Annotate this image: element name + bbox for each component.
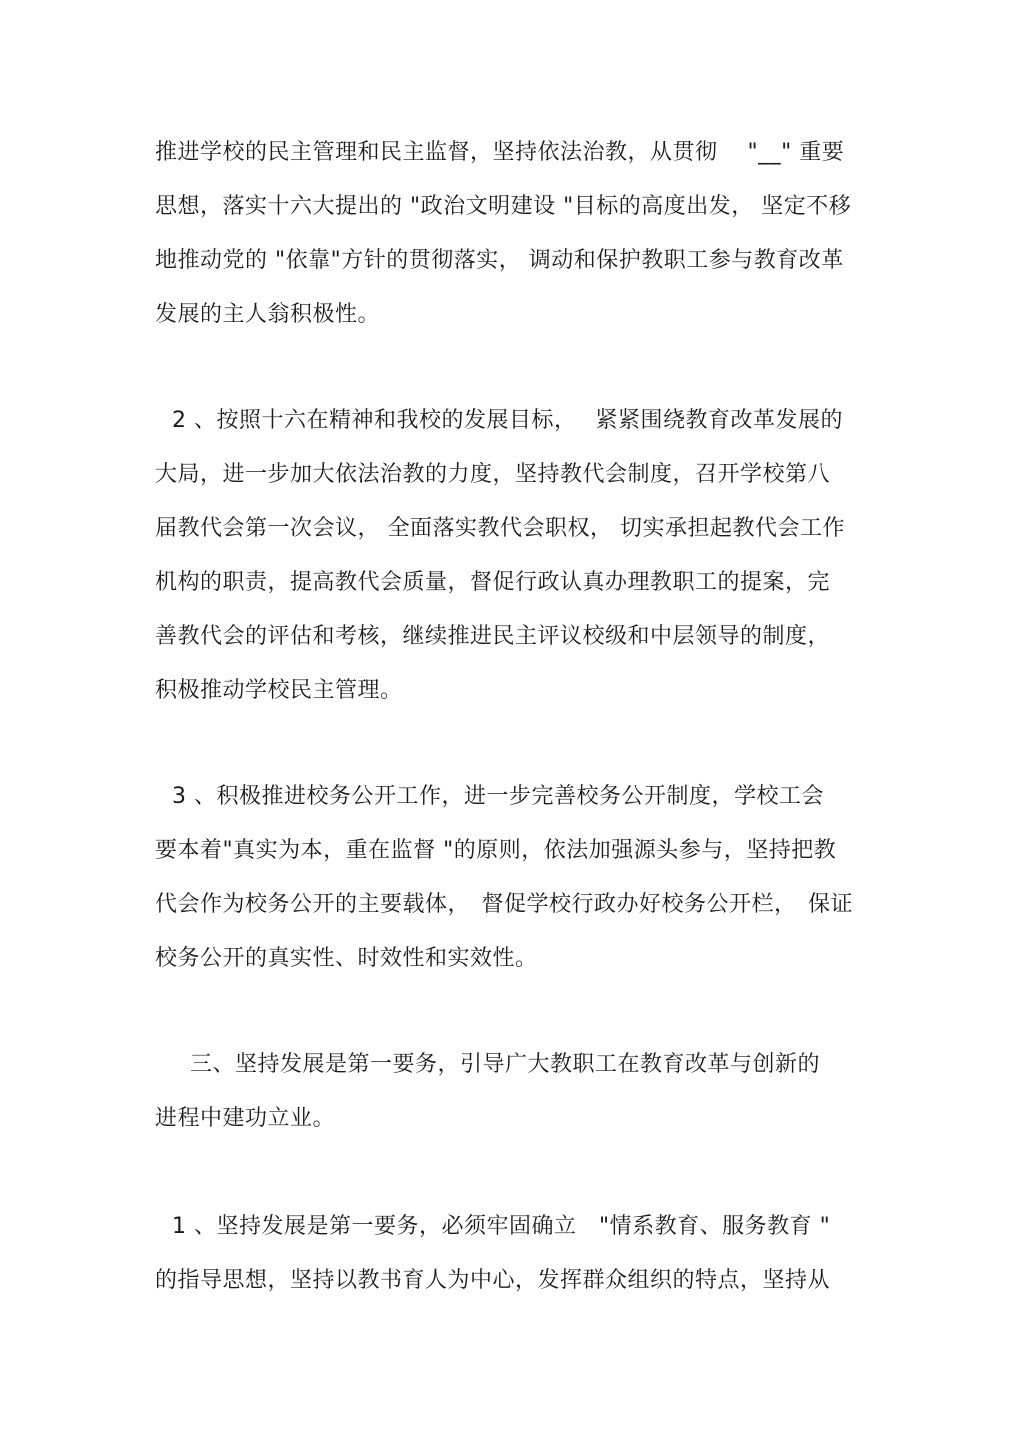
paragraph-2-line-1: 2 、按照十六在精神和我校的发展目标， 紧紧围绕教育改革发展的 xyxy=(172,408,843,433)
paragraph-1-line-3: 地推动党的 "依靠"方针的贯彻落实， 调动和保护教职工参与教育改革 xyxy=(155,248,844,273)
paragraph-2-line-4: 机构的职责，提高教代会质量，督促行政认真办理教职工的提案，完 xyxy=(155,570,831,595)
paragraph-2-line-6: 积极推动学校民主管理。 xyxy=(155,678,403,703)
paragraph-1-line-1: 推进学校的民主管理和民主监督，坚持依法治教，从贯彻 "__" 重要 xyxy=(155,140,845,165)
paragraph-3-line-1: 3 、积极推进校务公开工作，进一步完善校务公开制度，学校工会 xyxy=(172,784,824,809)
paragraph-1-line-2: 思想，落实十六大提出的 "政治文明建设 "目标的高度出发， 坚定不移 xyxy=(155,194,852,219)
section-heading-3-line-1: 三、坚持发展是第一要务，引导广大教职工在教育改革与创新的 xyxy=(190,1052,821,1077)
paragraph-2-line-3: 届教代会第一次会议， 全面落实教代会职权， 切实承担起教代会工作 xyxy=(155,516,845,541)
paragraph-3-line-2: 要本着"真实为本，重在监督 "的原则，依法加强源头参与，坚持把教 xyxy=(155,838,837,863)
paragraph-2-line-2: 大局，进一步加大依法治教的力度，坚持教代会制度，召开学校第八 xyxy=(155,462,831,487)
paragraph-3-line-4: 校务公开的真实性、时效性和实效性。 xyxy=(155,946,538,971)
paragraph-1-line-4: 发展的主人翁积极性。 xyxy=(155,302,381,327)
paragraph-3-line-3: 代会作为校务公开的主要载体， 督促学校行政办好校务公开栏， 保证 xyxy=(155,892,854,917)
paragraph-5-line-1: 1 、坚持发展是第一要务，必须牢固确立 "情系教育、服务教育 " xyxy=(172,1214,831,1239)
paragraph-5-line-2: 的指导思想，坚持以教书育人为中心，发挥群众组织的特点，坚持从 xyxy=(155,1268,831,1293)
paragraph-2-line-5: 善教代会的评估和考核，继续推进民主评议校级和中层领导的制度， xyxy=(155,624,831,649)
section-heading-3-line-2: 进程中建功立业。 xyxy=(155,1106,336,1131)
